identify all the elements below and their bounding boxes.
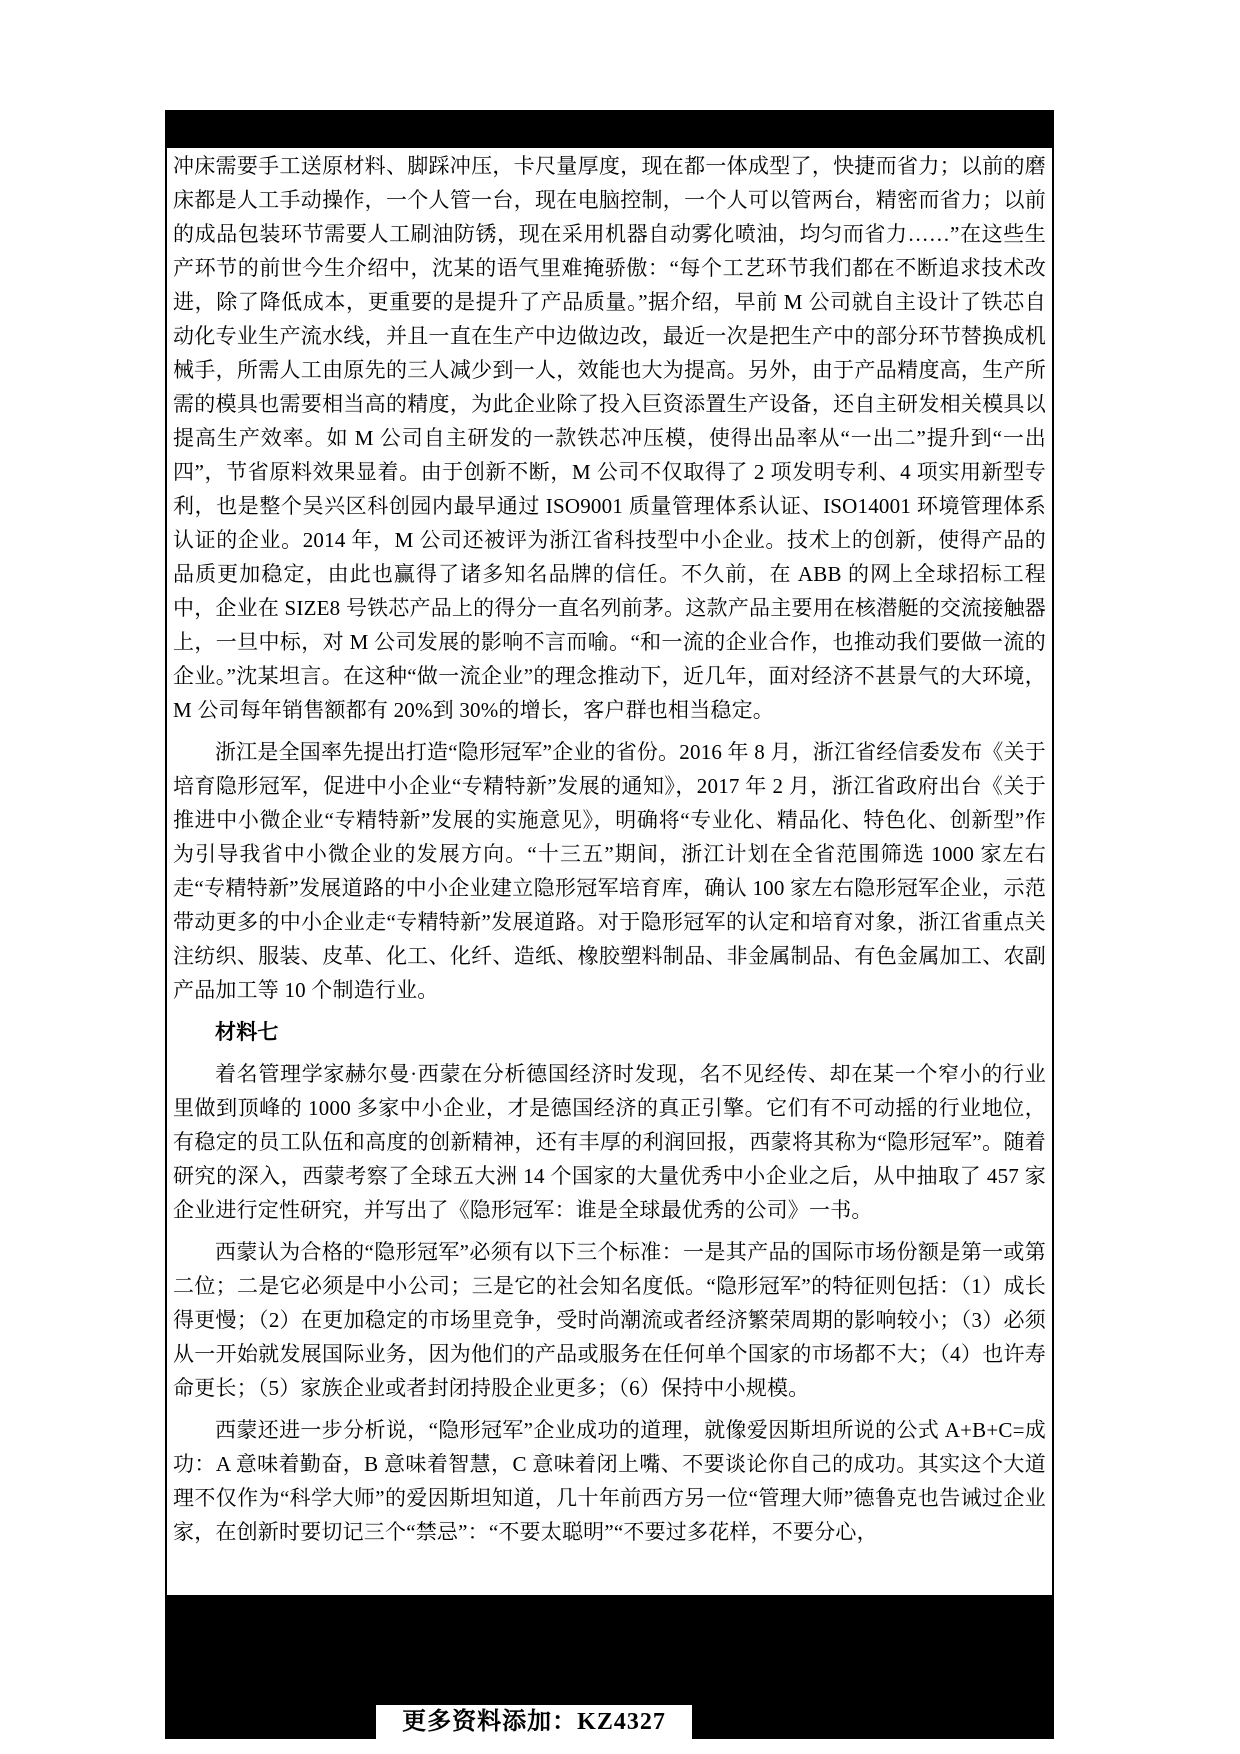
paragraph-company-production: 冲床需要手工送原材料、脚踩冲压，卡尺量厚度，现在都一体成型了，快捷而省力；以前的磨床都是人工手动操作，一个人管一台，现在电脑控制，一个人可以管两台，精密而省力；以前的成品包装环节需要人工刷油防锈，现在采用机器自动雾化喷油，均匀而省力……”在这些生产环节的前世今生介绍中，沈某的语气里难掩骄傲：“每个工艺环节我们都在不断追求技术改进，除了降低成本，更重要的是提升了产品质量。”据介绍，早前 M 公司就自主设计了铁芯自动化专业生产流水线，并且一直在生产中边做边改，最近一次是把生产中的部分环节替换成机械手，所需人工由原先的三人减少到一人，效能也大为提高。另外，由于产品精度高，生产所需的模具也需要相当高的精度，为此企业除了投入巨资添置生产设备，还自主研发相关模具以提高生产效率。如 M 公司自主研发的一款铁芯冲压模，使得出品率从“一出二”提升到“一出四”，节省原料效果显着。由于创新不断，M 公司不仅取得了 2 项发明专利、4 项实用新型专利，也是整个吴兴区科创园内最早通过 ISO9001 质量管理体系认证、ISO14001 环境管理体系认证的企业。2014 年，M 公司还被评为浙江省科技型中小企业。技术上的创新，使得产品的品质更加稳定，由此也赢得了诸多知名品牌的信任。不久前，在 ABB 的网上全球招标工程中，企业在 SIZE8 号铁芯产品上的得分一直名列前茅。这款产品主要用在核潜艇的交流接触器上，一旦中标，对 M 公司发展的影响不言而喻。“和一流的企业合作，也推动我们要做一流的企业。”沈某坦言。在这种“做一流企业”的理念推动下，近几年，面对经济不甚景气的大环境，M 公司每年销售额都有 20%到 30%的增长，客户群也相当稳定。	[173, 154, 1046, 722]
footer-watermark	[376, 1705, 692, 1739]
paragraph-hermann-simon: 着名管理学家赫尔曼·西蒙在分析德国经济时发现，名不见经传、却在某一个窄小的行业里做到顶峰的 1000 多家中小企业，才是德国经济的真正引擎。它们有不可动摇的行业地位，有稳定的员工队伍和高度的创新精神，还有丰厚的利润回报，西蒙将其称为“隐形冠军”。随着研究的深入，西蒙考察了全球五大洲 14 个国家的大量优秀中小企业之后，从中抽取了 457 家企业进行定性研究，并写出了《隐形冠军：谁是全球最优秀的公司》一书。	[173, 1062, 1046, 1222]
paragraph-hidden-champion-criteria: 西蒙认为合格的“隐形冠军”必须有以下三个标准：一是其产品的国际市场份额是第一或第二位；二是它必须是中小公司；三是它的社会知名度低。“隐形冠军”的特征则包括：（1）成长得更慢；（2）在更加稳定的市场里竞争，受时尚潮流或者经济繁荣周期的影响较小；（3）必须从一开始就发展国际业务，因为他们的产品或服务在任何单个国家的市场都不大；（4）也许寿命更长；（5）家族企业或者封闭持股企业更多；（6）保持中小规模。	[173, 1240, 1046, 1400]
document-body	[167, 148, 1052, 1595]
paragraph-zhejiang-policy: 浙江是全国率先提出打造“隐形冠军”企业的省份。2016 年 8 月，浙江省经信委发布《关于培育隐形冠军，促进中小企业“专精特新”发展的通知》，2017 年 2 月，浙江省政府出台《关于推进中小微企业“专精特新”发展的实施意见》，明确将“专业化、精品化、特色化、创新型”作为引导我省中小微企业的发展方向。“十三五”期间，浙江计划在全省范围筛选 1000 家左右走“专精特新”发展道路的中小企业建立隐形冠军培育库，确认 100 家左右隐形冠军企业，示范带动更多的中小企业走“专精特新”发展道路。对于隐形冠军的认定和培育对象，浙江省重点关注纺织、服装、皮革、化工、化纤、造纸、橡胶塑料制品、非金属制品、有色金属加工、农副产品加工等 10 个制造行业。	[173, 740, 1046, 1002]
footer-watermark-text: 更多资料添加：KZ4327	[402, 1709, 666, 1735]
header-redaction-bar	[167, 110, 1052, 148]
material-seven-heading: 材料七	[215, 1020, 279, 1044]
paragraph-simon-analysis: 西蒙还进一步分析说，“隐形冠军”企业成功的道理，就像爱因斯坦所说的公式 A+B+C=成功：A 意味着勤奋，B 意味着智慧，C 意味着闭上嘴、不要谈论你自己的成功。其实这个大道理不仅作为“科学大师”的爱因斯坦知道，几十年前西方另一位“管理大师”德鲁克也告诫过企业家，在创新时要切记三个“禁忌”：“不要太聪明”“不要过多花样，不要分心，	[173, 1418, 1046, 1544]
document-frame	[165, 110, 1054, 1739]
footer-redaction-bar	[167, 1595, 1052, 1739]
